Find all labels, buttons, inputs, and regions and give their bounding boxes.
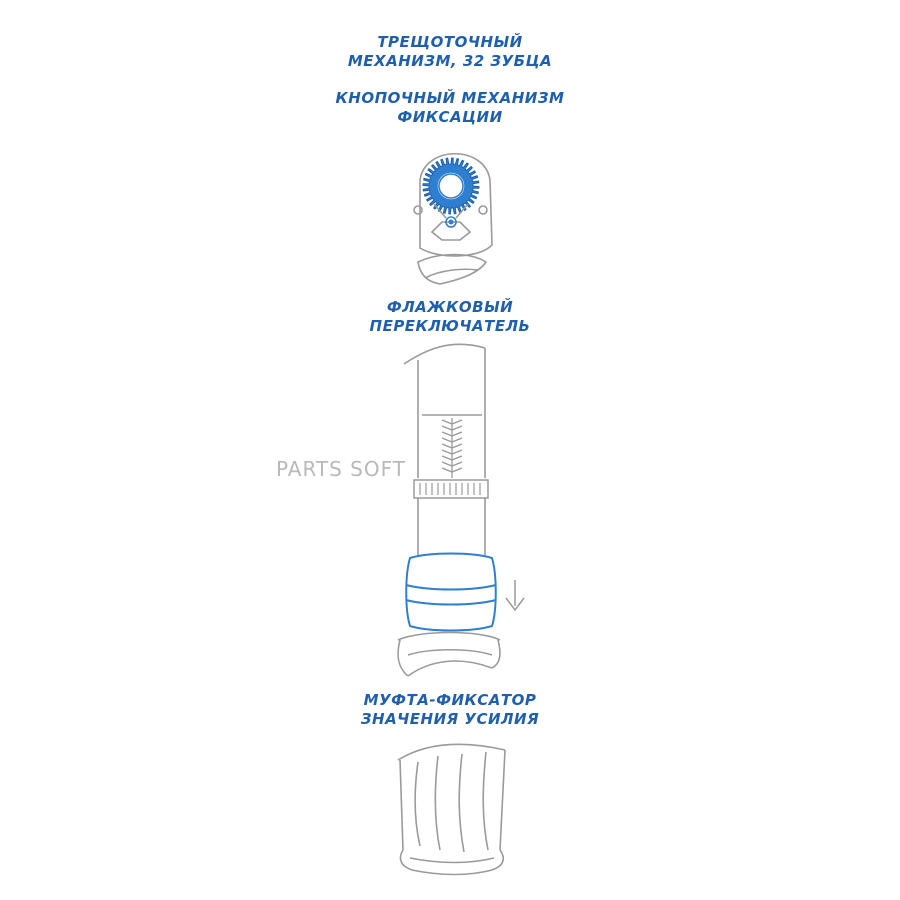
- ratchet-head-icon: [414, 154, 492, 284]
- torque-scale-icon: [442, 418, 462, 478]
- callout-line: ТРЕЩОТОЧНЫЙ: [377, 33, 523, 51]
- wrench-handle-neck: [398, 633, 500, 677]
- callout-line: ФИКСАЦИИ: [397, 108, 503, 126]
- arrow-down-icon: [506, 580, 524, 610]
- handle-grip-icon: [398, 744, 505, 874]
- callout-line: ФЛАЖКОВЫЙ: [386, 298, 514, 316]
- callout-line: КНОПОЧНЫЙ МЕХАНИЗМ: [335, 89, 565, 107]
- wrench-tube-upper: [404, 344, 485, 478]
- callout-line: ЗНАЧЕНИЯ УСИЛИЯ: [360, 710, 540, 728]
- callout-line: МЕХАНИЗМ, 32 ЗУБЦА: [347, 52, 553, 70]
- callout-line: ПЕРЕКЛЮЧАТЕЛЬ: [369, 317, 531, 335]
- knurled-collar: [414, 480, 488, 498]
- callout-line: МУФТА-ФИКСАТОР: [363, 691, 537, 709]
- wrench-tube-middle: [418, 498, 485, 555]
- watermark: PARTS SOFT: [276, 457, 406, 481]
- lock-ring-icon: [406, 554, 496, 631]
- gear-hub: [437, 172, 465, 200]
